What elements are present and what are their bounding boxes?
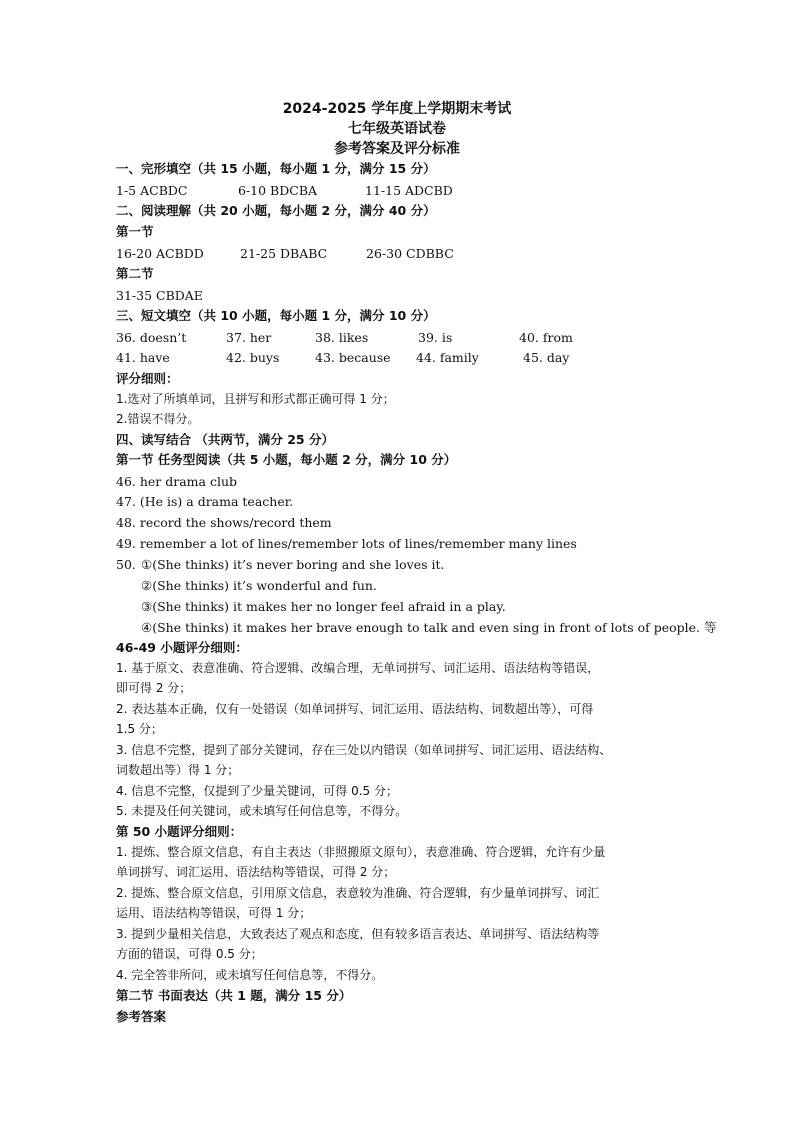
blank-answer: 37. her	[226, 330, 272, 345]
rules-heading: 评分细则：	[116, 371, 179, 386]
rule-line: 1. 基于原文、表意准确、符合逻辑、改编合理，无单词拼写、词汇运用、语法结构等错误，	[116, 661, 600, 675]
blank-answer: 41. have	[116, 350, 170, 365]
rule-line: 2.错误不得分。	[116, 412, 200, 426]
rule-line: 2. 提炼、整合原文信息，引用原文信息，表意较为准确、符合逻辑，有少量单词拼写、词汇	[116, 886, 600, 900]
q50-label: 50.	[116, 557, 136, 572]
q50-option: ①(She thinks) it’s never boring and she loves it.	[141, 557, 445, 572]
section3-heading: 三、短文填空（共 10 小题，每小题 1 分，满分 10 分）	[116, 308, 436, 323]
rule-line: 3. 提到少量相关信息，大致表达了观点和态度，但有较多语言表达、单词拼写、语法结构等	[116, 927, 600, 941]
rule-line: 1.选对了所填单词，且拼写和形式都正确可得 1 分；	[116, 392, 395, 406]
answer-key-title: 参考答案及评分标准	[334, 141, 460, 157]
blank-answer: 36. doesn’t	[116, 330, 187, 345]
rule-line: 方面的错误，可得 0.5 分；	[116, 947, 263, 961]
blank-answer: 42. buys	[226, 350, 280, 365]
answer-group: 1-5 ACBDC	[116, 183, 188, 198]
answer-line: 48. record the shows/record them	[116, 515, 332, 530]
rule-line: 词数超出等）得 1 分；	[116, 763, 240, 777]
rules46-heading: 46-49 小题评分细则：	[116, 640, 248, 655]
rule-line: 5. 未提及任何关键词，或未填写任何信息等，不得分。	[116, 804, 408, 818]
part1-heading: 第一节	[116, 224, 154, 239]
rule-line: 即可得 2 分；	[116, 681, 192, 695]
rule-line: 1. 提炼、整合原文信息，有自主表达（非照搬原文原句），表意准确、符合逻辑，允许有少量	[116, 845, 606, 859]
blank-answer: 40. from	[519, 330, 573, 345]
grade-title: 七年级英语试卷	[348, 121, 446, 137]
q50-option: ②(She thinks) it’s wonderful and fun.	[141, 578, 377, 593]
answer-line: 47. (He is) a drama teacher.	[116, 494, 294, 509]
answer-group: 26-30 CDBBC	[366, 246, 454, 261]
blank-answer: 38. likes	[315, 330, 369, 345]
rule-line: 3. 信息不完整，提到了部分关键词，存在三处以内错误（如单词拼写、词汇运用、语法结构、	[116, 743, 612, 757]
blank-answer: 44. family	[416, 350, 479, 365]
exam-title: 2024-2025 学年度上学期期末考试	[282, 101, 512, 117]
answer-group: 21-25 DBABC	[240, 246, 328, 261]
writing-heading: 第二节 书面表达（共 1 题，满分 15 分）	[116, 988, 352, 1003]
answer-line: 46. her drama club	[116, 474, 238, 489]
q50-option: ③(She thinks) it makes her no longer feel afraid in a play.	[141, 599, 506, 614]
section2-heading: 二、阅读理解（共 20 小题，每小题 2 分，满分 40 分）	[116, 203, 436, 218]
answer-line: 49. remember a lot of lines/remember lots of lines/remember many lines	[116, 536, 577, 551]
reference-answer-heading: 参考答案	[116, 1009, 167, 1024]
answer-group: 16-20 ACBDD	[116, 246, 204, 261]
part2-heading: 第二节	[116, 266, 154, 281]
rule-line: 单词拼写、词汇运用、语法结构等错误，可得 2 分；	[116, 865, 396, 879]
rule-line: 2. 表达基本正确，仅有一处错误（如单词拼写、词汇运用、语法结构、词数超出等），可得	[116, 702, 594, 716]
blank-answer: 43. because	[315, 350, 391, 365]
answer-group: 31-35 CBDAE	[116, 288, 203, 303]
rule-line: 运用、语法结构等错误，可得 1 分；	[116, 906, 312, 920]
rule-line: 4. 信息不完整，仅提到了少量关键词，可得 0.5 分；	[116, 784, 398, 798]
rules50-heading: 第 50 小题评分细则：	[116, 824, 243, 839]
rule-line: 4. 完全答非所问，或未填写任何信息等，不得分。	[116, 968, 384, 982]
section4-heading: 四、读写结合 （共两节，满分 25 分）	[116, 432, 334, 447]
answer-group: 6-10 BDCBA	[238, 183, 318, 198]
q50-option: ④(She thinks) it makes her brave enough to talk and even sing in front of lots of people. 等	[141, 620, 717, 635]
section1-heading: 一、完形填空（共 15 小题，每小题 1 分，满分 15 分）	[116, 161, 436, 176]
blank-answer: 39. is	[418, 330, 453, 345]
rule-line: 1.5 分；	[116, 722, 163, 736]
answer-group: 11-15 ADCBD	[365, 183, 453, 198]
blank-answer: 45. day	[523, 350, 570, 365]
task-reading-heading: 第一节 任务型阅读（共 5 小题，每小题 2 分，满分 10 分）	[116, 452, 457, 467]
